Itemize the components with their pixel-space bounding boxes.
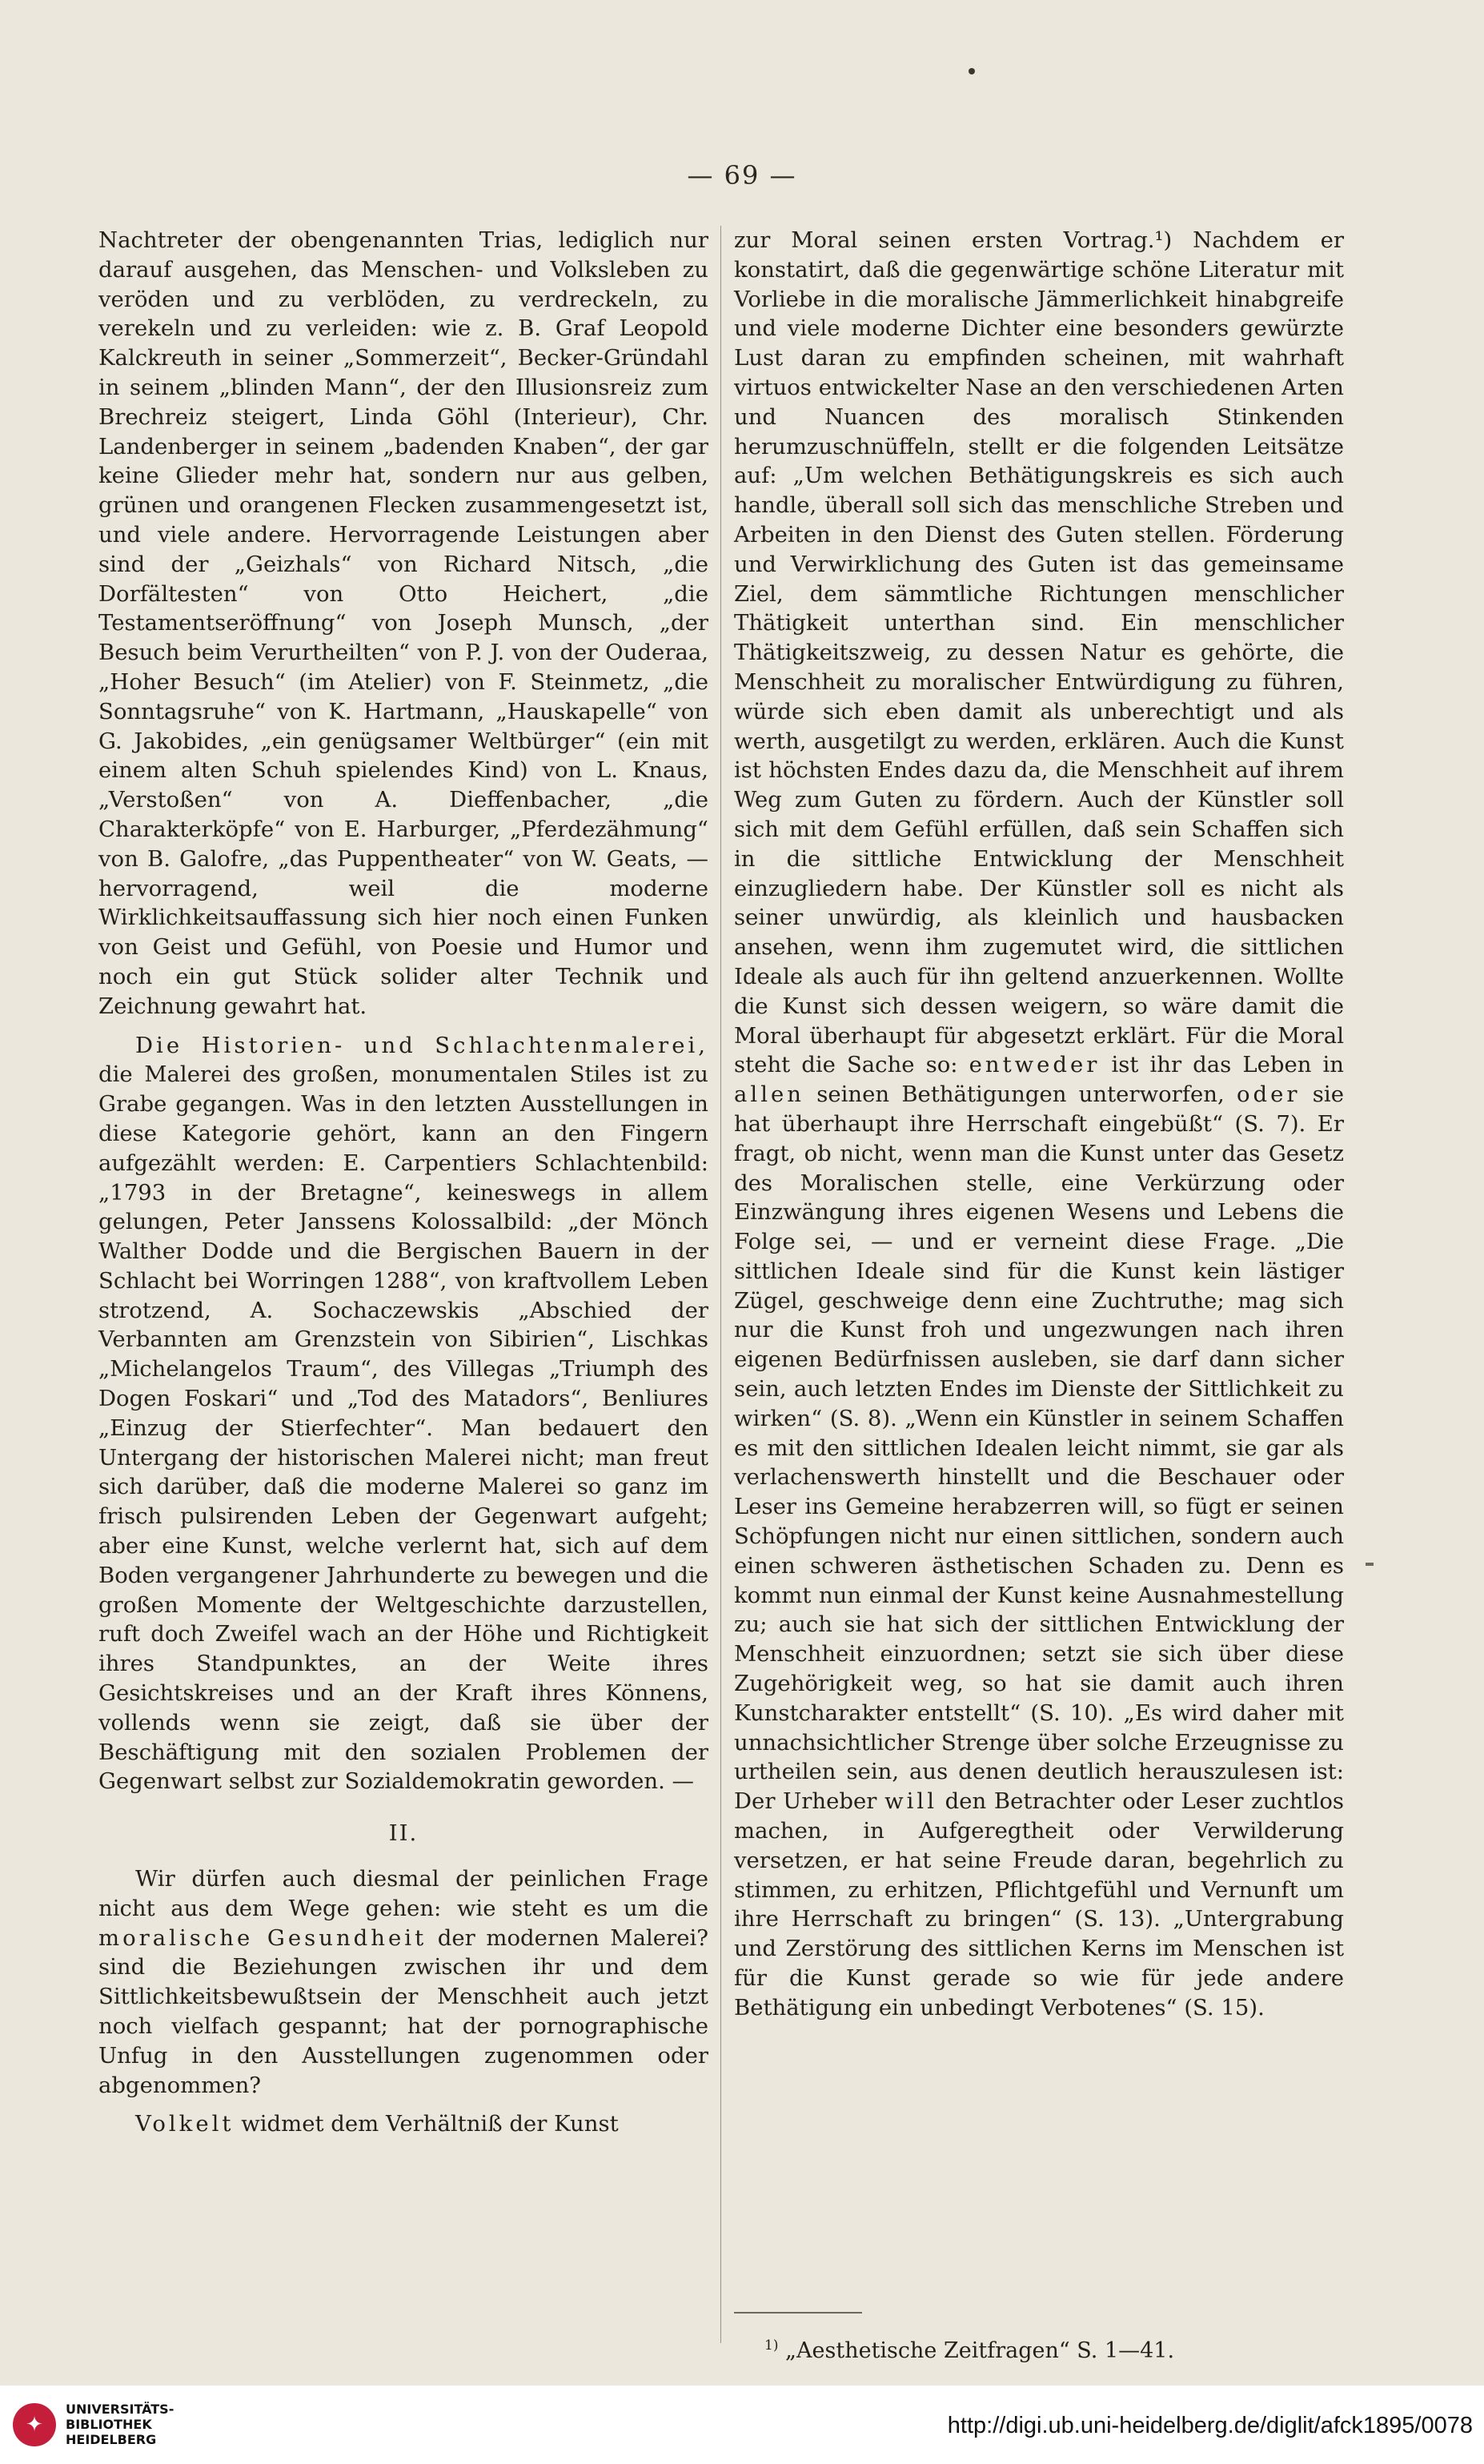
library-logo[interactable] <box>13 2402 174 2447</box>
paragraph-text: Wir dürfen auch diesmal der peinlichen Frage nicht aus dem Wege gehen: wie steht es um die <box>98 1866 708 1921</box>
paragraph-text: zur Moral seinen ersten Vortrag.¹) Nachdem er konstatirt, daß die gegenwärtige schöne Literatur mit Vorliebe in die moralische Jämmerlichkeit hinabgreife und viele moderne Dichter eine besonders gewürzte Lust daran zu empfinden scheinen, mit wahrhaft virtuos entwickelter Nase an den verschiedenen Arten und Nuancen des moralisch Stinkenden herumzuschnüffeln, stellt er die folgenden Leitsätze auf: „Um welchen Bethätigungskreis es sich auch handle, überall soll sich das menschliche Streben und Arbeiten in den Dienst des Guten stellen. Förderung und Verwirklichung des Guten ist das gemeinsame Ziel, dem sämmtliche Richtungen menschlicher Thätigkeit unterthan sind. Ein menschlicher Thätigkeitszweig, zu dessen Natur es gehörte, die Menschheit zu moralischer Entwürdigung zu führen, würde sich eben damit als unberechtigt und als werth, ausgetilgt zu werden, erklären. Auch die Kunst ist höchsten Endes dazu da, die Menschheit auf ihrem Weg zum Guten zu fördern. Auch der Künstler soll sich mit dem Gefühl erfüllen, daß sein Schaffen sich in die sittliche Entwicklung der Menschheit einzugliedern habe. Der Künstler soll es nicht als seiner unwürdig, als kleinlich und hausbacken ansehen, wenn ihm zugemutet wird, die sittlichen Ideale als auch für ihn geltend anzuerkennen. Wollte die Kunst sich dessen weigern, so wäre damit die Moral überhaupt für abgesetzt erklärt. Für die Moral steht die Sache so: <box>734 227 1344 1078</box>
spaced-emphasis: moralische Gesundheit <box>98 1924 427 1951</box>
footnote-marker: 1) <box>764 2338 779 2354</box>
right-column <box>734 226 1344 2033</box>
logo-line: HEIDELBERG <box>66 2432 157 2447</box>
spaced-emphasis: will <box>884 1788 938 1815</box>
seal-icon: ✦ <box>13 2403 56 2446</box>
footnote-rule <box>734 2312 862 2314</box>
paragraph-moral-question <box>98 1864 708 2100</box>
footnote <box>764 2338 1174 2363</box>
spaced-emphasis: oder <box>1236 1082 1301 1108</box>
spaced-name: Volkelt <box>135 2111 235 2137</box>
logo-text <box>66 2402 174 2447</box>
paragraph-text: die Malerei des großen, monumentalen Stiles ist zu Grabe gegangen. Was in den letzten Ausstellungen in diese Kategorie gehört, kann an den Fingern aufgezählt werden: E. Carpentiers Schlachtenbild: „1793 in der Bretagne“, keineswegs in allem gelungen, Peter Janssens Kolossalbild: „der Mönch Walther Dodde und die Bergischen Bauern in der Schlacht bei Worringen 1288“, von kraftvollem Leben strotzend, A. Sochaczewskis „Abschied der Verbannten am Grenzstein von Sibirien“, Lischkas „Michelangelos Traum“, des Villegas „Triumph des Dogen Foskari“ und „Tod des Matadors“, Benliures „Einzug der Stierfechter“. Man bedauert den Untergang der historischen Malerei nicht; man freut sich darüber, daß die moderne Malerei so ganz im frisch pulsirenden Leben der Gegenwart aufgeht; aber eine Kunst, welche verlernt hat, sich auf dem Boden vergangener Jahrhunderte zu bewegen und die großen Momente der Weltgeschichte darzustellen, ruft doch Zweifel wach an der Höhe und Richtigkeit ihres Standpunktes, an der Weite ihres Gesichtskreises und an der Kraft ihres Könnens, vollends wenn sie zeigt, daß sie über der Beschäftigung mit den sozialen Problemen der Gegenwart selbst zur Sozialdemokratin geworden. — <box>98 1061 708 1795</box>
paragraph-volkelt-theses <box>734 226 1344 2023</box>
ink-speck <box>969 68 975 74</box>
paragraph-text: der modernen Malerei? sind die Beziehungen zwischen ihr und dem Sittlichkeitsbewußtsein der Menschheit auch jetzt noch vielfach gespannt; hat der pornographische Unfug in den Ausstellungen zugenommen oder abgenommen? <box>98 1924 709 2098</box>
paragraph-text: ist ihr das Leben in <box>1100 1052 1344 1078</box>
source-url-link[interactable]: http://digi.ub.uni-heidelberg.de/diglit/afck1895/0078 <box>947 2413 1473 2438</box>
margin-mark <box>1366 1563 1374 1566</box>
paragraph-text: sie hat überhaupt ihre Herrschaft eingebüßt“ (S. 7). Er fragt, ob nicht, wenn man die Kunst unter das Gesetz des Moralischen stelle, eine Verkürzung oder Einzwängung ihres eigenen Wesens und Lebens die Folge sei, — und er verneint diese Frage. „Die sittlichen Ideale sind für die Kunst kein lästiger Zügel, geschweige denn eine Zuchtruthe; mag sich nur die Kunst froh und ungezwungen nach ihren eigenen Bedürfnissen ausleben, sie darf dann sicher sein, auch letzten Endes im Dienste der Sittlichkeit zu wirken“ (S. 8). „Wenn ein Künstler in seinem Schaffen es mit den sittlichen Idealen leicht nimmt, sie gar als verlachenswerth hinstellt und die Beschauer oder Leser ins Gemeine herabzerren will, so fügt er seinen Schöpfungen nicht nur einen sittlichen, sondern auch einen schweren ästhetischen Schaden zu. Denn es kommt nun einmal der Kunst keine Ausnahmestellung zu; auch sie hat sich der sittlichen Entwicklung der Menschheit einzuordnen; setzt sie sich über diese Zugehörigkeit weg, so hat sie damit auch ihren Kunstcharakter entstellt“ (S. 10). „Es wird daher mit unnachsichtlicher Strenge über solche Erzeugnisse zu urtheilen sein, aus denen deutlich herauszulesen ist: Der Urheber <box>734 1082 1344 1815</box>
paragraph-text: widmet dem Verhältniß der Kunst <box>234 2111 619 2137</box>
page-number: — 69 — <box>687 160 797 191</box>
logo-line: BIBLIOTHEK <box>66 2417 152 2432</box>
spaced-lead: Die Historien- und Schlachtenmalerei, <box>135 1032 708 1058</box>
paragraph-volkelt <box>98 2109 708 2139</box>
footnote-text: „Aesthetische Zeitfragen“ S. 1—41. <box>778 2338 1175 2363</box>
section-heading: II. <box>388 1820 419 1847</box>
left-column <box>98 226 708 2149</box>
paragraph-text: seinen Bethätigungen unterworfen, <box>804 1082 1237 1108</box>
paragraph-text: den Betrachter oder Leser zuchtlos machen, in Aufgeregtheit oder Verwilderung versetzen, er hat seine Freude daran, begehrlich zu stimmen, zu erhitzen, Pflichtgefühl und Vernunft um ihre Herrschaft zu bringen“ (S. 13). „Untergrabung und Zerstörung des sittlichen Kerns im Menschen ist für die Kunst gerade so wie für jede andere Bethätigung ein unbedingt Verbotenes“ (S. 15). <box>734 1788 1344 2021</box>
logo-line: UNIVERSITÄTS- <box>66 2402 174 2417</box>
paragraph-genre-painting: Nachtreter der obengenannten Trias, lediglich nur darauf ausgehen, das Menschen- und Volksleben zu veröden und zu verblöden, zu verdreckeln, zu verekeln und zu verleiden: wie z. B. Graf Leopold Kalckreuth in seiner „Sommerzeit“, Becker-Gründahl in seinem „blinden Mann“, der den Illusionsreiz zum Brechreiz steigert, Linda Göhl (Interieur), Chr. Landenberger in seinem „badenden Knaben“, der gar keine Glieder mehr hat, sondern nur aus gelben, grünen und orangenen Flecken zusammengesetzt ist, und viele andere. Hervorragende Leistungen aber sind der „Geizhals“ von Richard Nitsch, „die Dorfältesten“ von Otto Heichert, „die Testamentseröffnung“ von Joseph Munsch, „der Besuch beim Verurtheilten“ von P. J. von der Ouderaa, „Hoher Besuch“ (im Atelier) von F. Steinmetz, „die Sonntagsruhe“ von K. Hartmann, „Hauskapelle“ von G. Jakobides, „ein genügsamer Weltbürger“ (ein mit einem alten Schuh spielendes Kind) von L. Knaus, „Verstoßen“ von A. Dieffenbacher, „die Charakterköpfe“ von E. Harburger, „Pferdezähmung“ von B. Galofre, „das Puppentheater“ von W. Geats, — hervorragend, weil die moderne Wirklichkeitsauffassung sich hier noch einen Funken von Geist und Gefühl, von Poesie und Humor und noch ein gut Stück solider alter Technik und Zeichnung gewahrt hat. <box>98 227 708 1019</box>
spaced-emphasis: allen <box>734 1082 804 1108</box>
paragraph-history-painting <box>98 1031 708 1797</box>
spaced-emphasis: entweder <box>969 1052 1101 1078</box>
column-divider <box>720 226 721 2343</box>
